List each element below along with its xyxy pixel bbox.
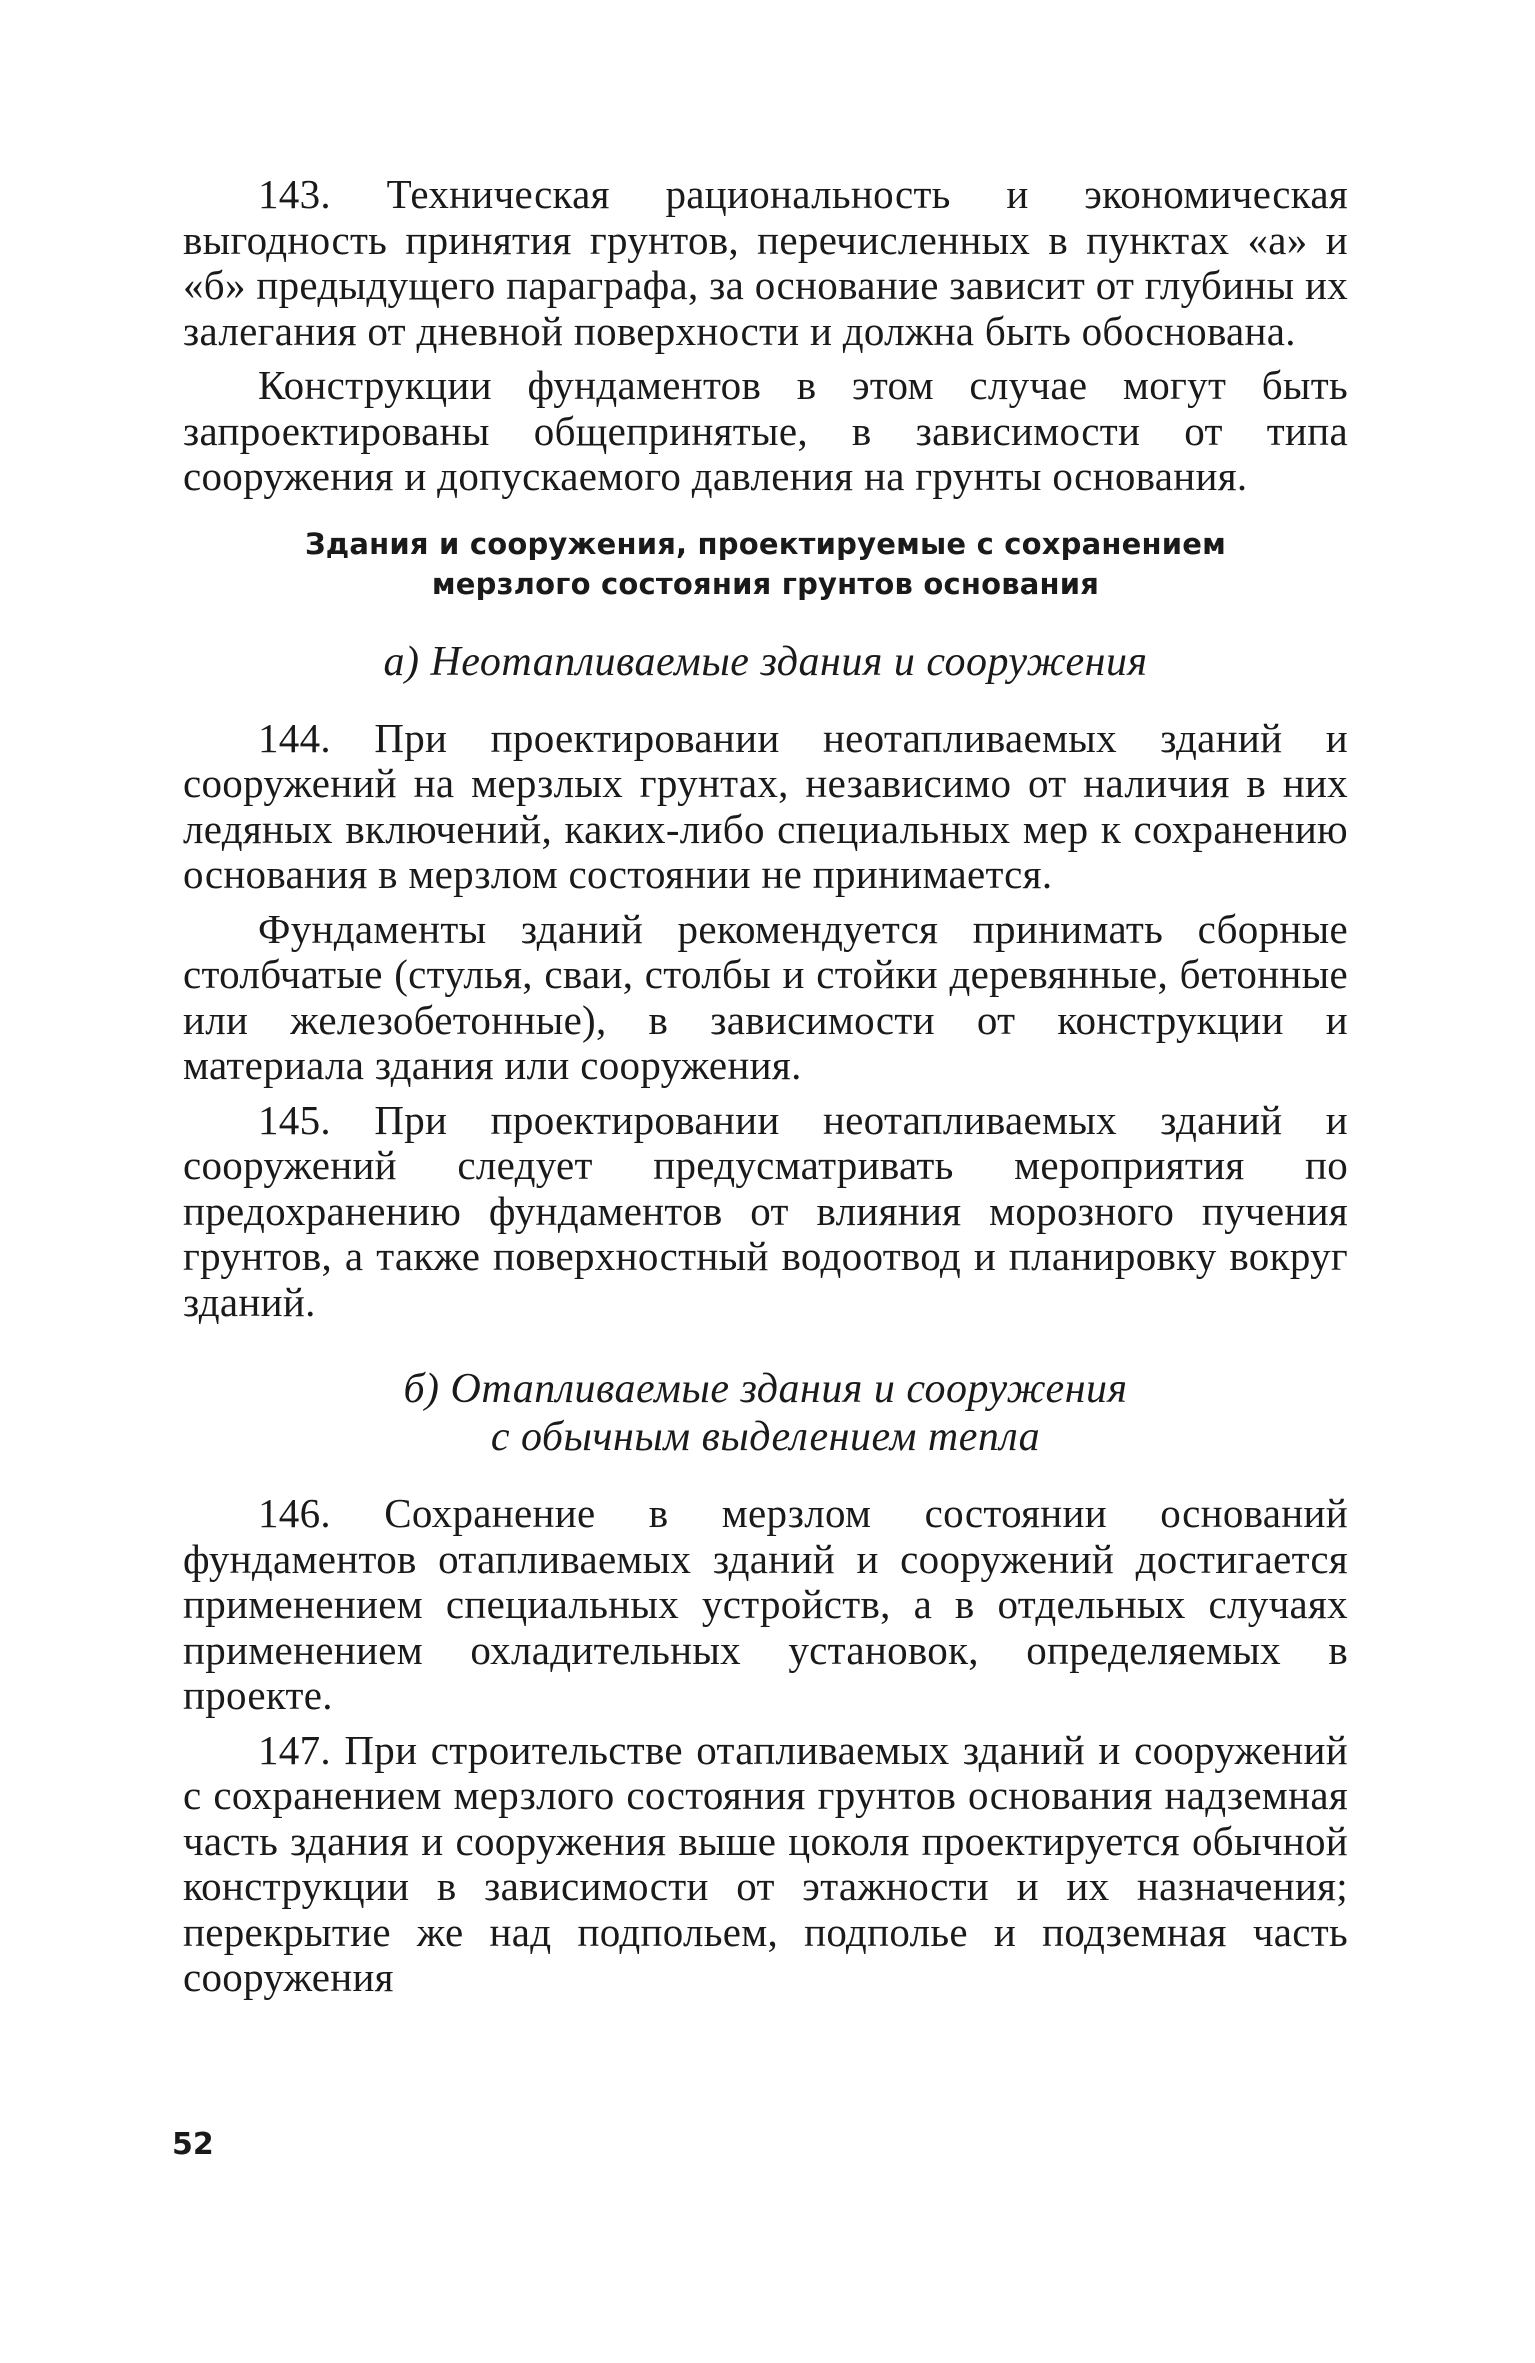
paragraph-foundations-recommended: Фундаменты зданий рекомендуется принимать сборные столбчатые (стулья, сваи, столбы и стойки деревянные, бетонные или железобетонные), в зависимости от конструкции и материала здания или сооружения. — [183, 905, 1348, 1088]
subheading-heated-line-1: б) Отапливаемые здания и сооружения — [403, 1366, 1128, 1412]
page-number: 52 — [172, 2127, 214, 2162]
subheading-heated-line-2: с обычным выделением тепла — [490, 1414, 1041, 1460]
document-page — [183, 172, 1348, 2010]
paragraph-144: 144. При проектировании неотапливаемых зданий и сооружений на мерзлых грунтах, независимо от наличия в них ледяных включений, каких-либо специальных мер к сохранению основания в мерзлом состоянии не принимается. — [183, 714, 1348, 897]
paragraph-145: 145. При проектировании неотапливаемых зданий и сооружений следует предусматривать мероприятия по предохранению фундаментов от влияния морозного пучения грунтов, а также поверхностный водоотвод и планировку вокруг зданий. — [183, 1096, 1348, 1325]
subheading-unheated: а) Неотапливаемые здания и сооружения — [383, 638, 1148, 685]
paragraph-foundation-constructions: Конструкции фундаментов в этом случае могут быть запроектированы общепринятые, в зависимости от типа сооружения и допускаемого давления на грунты основания. — [183, 362, 1348, 499]
section-heading-line-1: Здания и сооружения, проектируемые с сохранением — [304, 526, 1227, 561]
paragraph-146: 146. Сохранение в мерзлом состоянии оснований фундаментов отапливаемых зданий и сооружений достигается применением специальных устройств, а в отдельных случаях применением охладительных установок, определяемых в проекте. — [183, 1490, 1348, 1718]
paragraph-147: 147. При строительстве отапливаемых зданий и сооружений с сохранением мерзлого состояния грунтов основания надземная часть здания и сооружения выше цоколя проектируется обычной конструкции в зависимости от этажности и их назначения; перекрытие же над подпольем, подполье и подземная часть сооружения — [183, 1726, 1348, 2000]
section-heading-line-2: мерзлого состояния грунтов основания — [431, 566, 1100, 601]
paragraph-143: 143. Техническая рациональность и экономическая выгодность принятия грунтов, перечисленных в пунктах «а» и «б» предыдущего параграфа, за основание зависит от глубины их залегания от дневной поверхности и должна быть обоснована. — [183, 171, 1348, 354]
subheading-heated — [183, 1365, 1348, 1461]
section-heading — [183, 524, 1348, 604]
